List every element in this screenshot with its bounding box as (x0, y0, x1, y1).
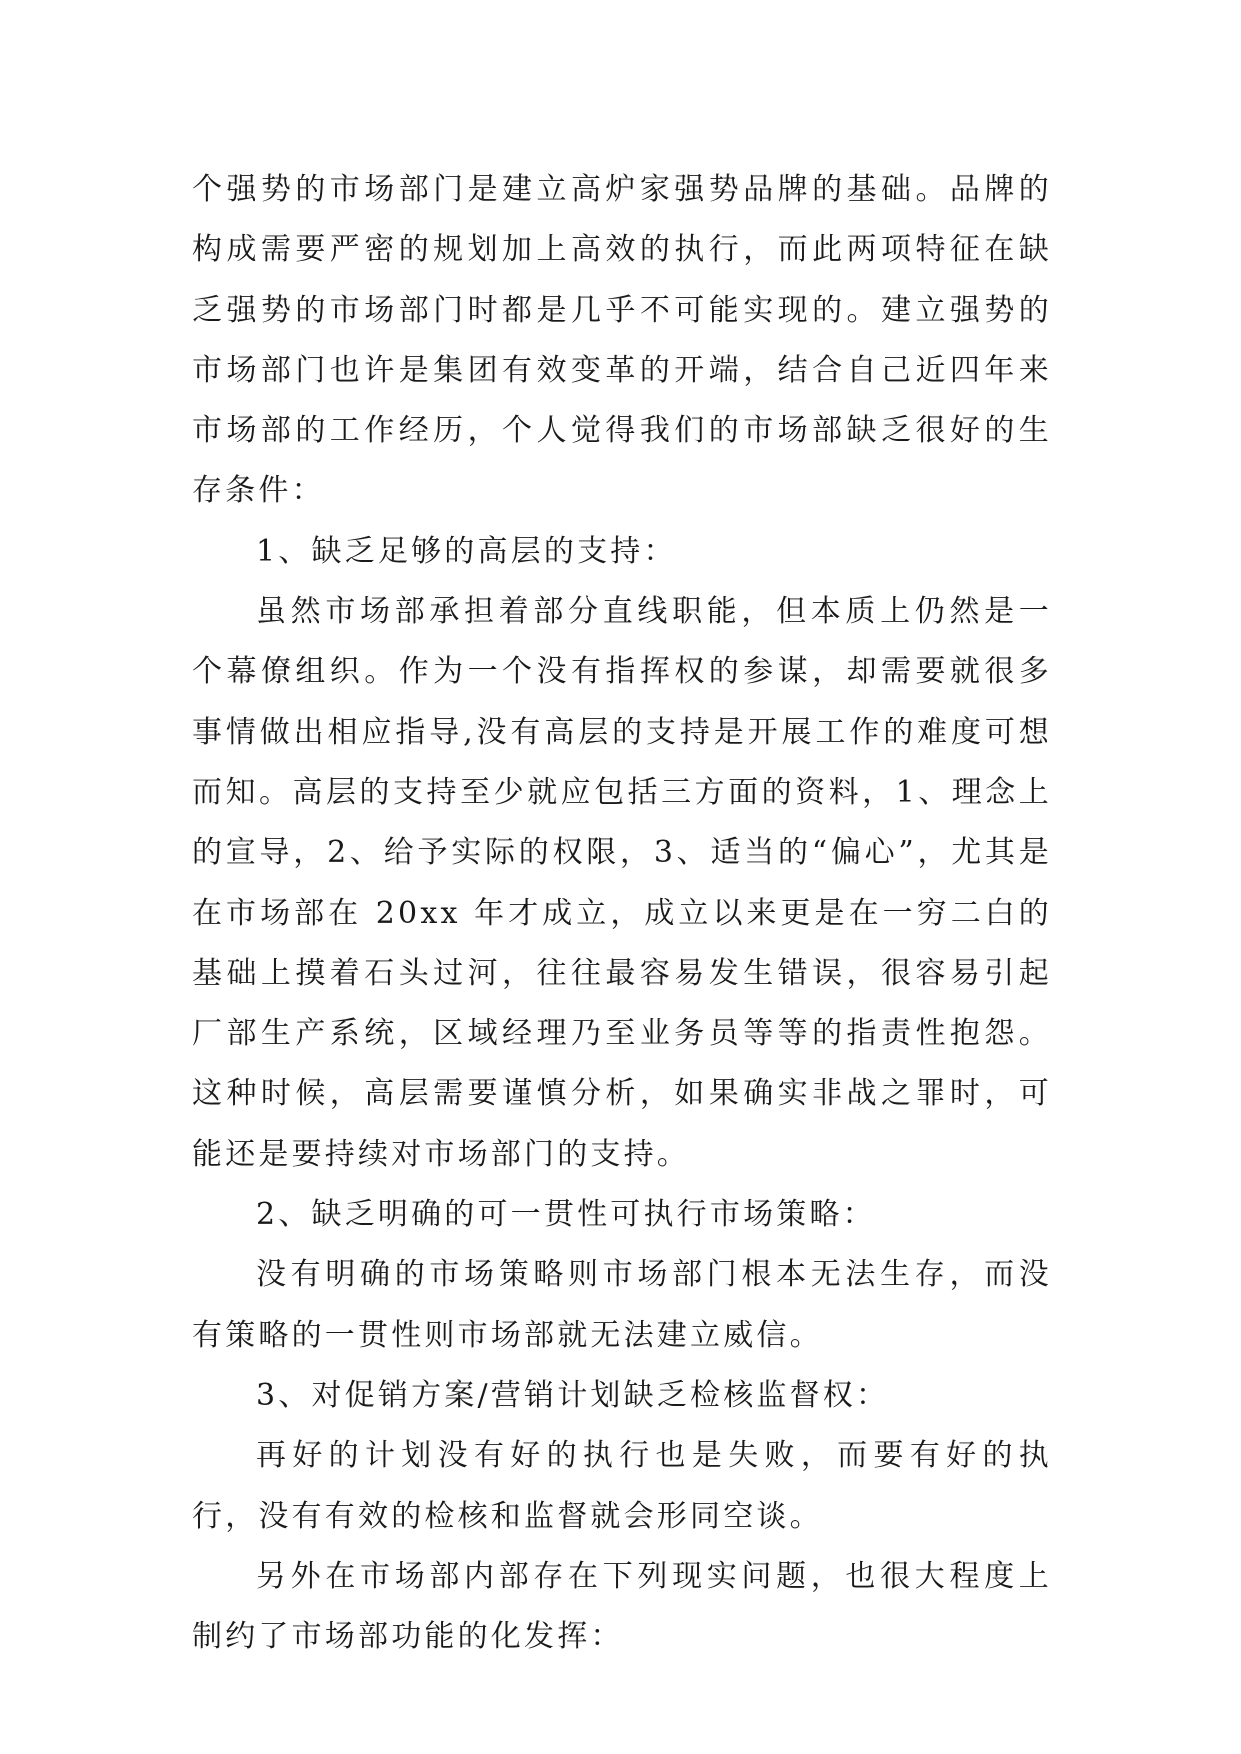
paragraph-closing: 另外在市场部内部存在下列现实问题，也很大程度上制约了市场部功能的化发挥： (192, 1558, 1052, 1655)
heading-item-2: 2、缺乏明确的可一贯性可执行市场策略： (256, 1197, 876, 1233)
paragraph-item-1: 虽然市场部承担着部分直线职能，但本质上仍然是一个幕僚组织。作为一个没有指挥权的参谋，却需要就很多事情做出相应指导,没有高层的支持是开展工作的难度可想而知。高层的支持至少就应包括三方面的资料，1、理念上的宣导，2、给予实际的权限，3、适当的“偏心”，尤其是在市场部在 20xx 年才成立，成立以来更是在一穷二白的基础上摸着石头过河，往往最容易发生错误，很容易引起厂部生产系统，区域经理乃至业务员等等的指责性抱怨。这种时候，高层需要谨慎分析，如果确实非战之罪时，可能还是要持续对市场部门的支持。 (192, 594, 1052, 1172)
paragraph-item-3: 再好的计划没有好的执行也是失败，而要有好的执行，没有有效的检核和监督就会形同空谈。 (192, 1438, 1052, 1534)
paragraph-intro: 个强势的市场部门是建立高炉家强势品牌的基础。品牌的构成需要严密的规划加上高效的执行，而此两项特征在缺乏强势的市场部门时都是几乎不可能实现的。建立强势的市场部门也许是集团有效变革的开端，结合自己近四年来市场部的工作经历，个人觉得我们的市场部缺乏很好的生存条件： (192, 172, 1052, 509)
heading-item-1: 1、缺乏足够的高层的支持： (256, 533, 677, 569)
paragraph-item-2: 没有明确的市场策略则市场部门根本无法生存，而没有策略的一贯性则市场部就无法建立威信。 (192, 1257, 1052, 1353)
document-body (192, 160, 1052, 1667)
heading-item-3: 3、对促销方案/营销计划缺乏检核监督权： (256, 1377, 890, 1413)
